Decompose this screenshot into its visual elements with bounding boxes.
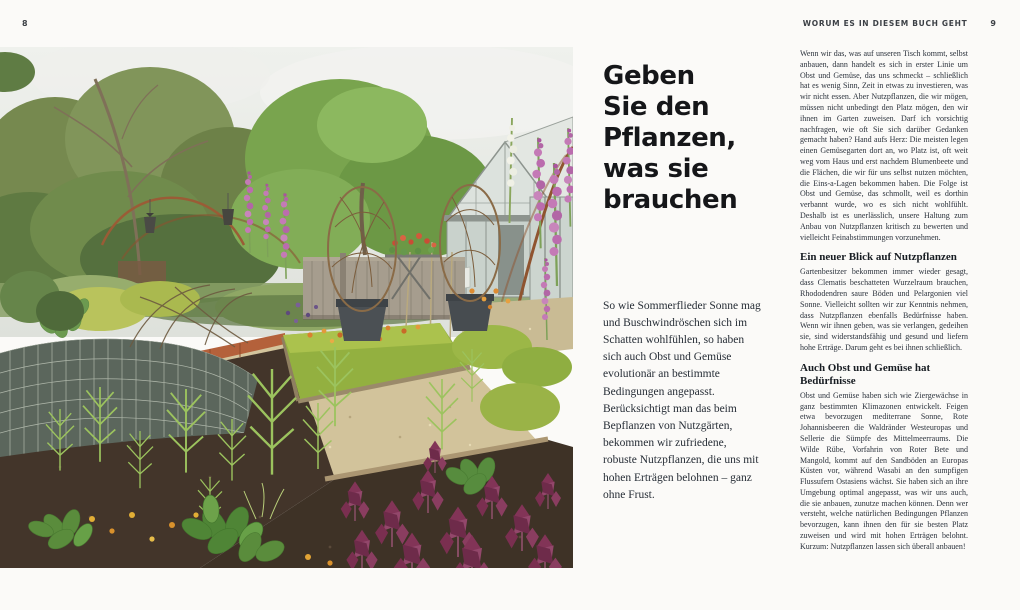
chapter-title	[603, 61, 773, 216]
body-paragraph: Obst und Gemüse haben sich wie Ziergewächse in ganz bestimmten Klimazonen entwickelt. Feigen etwa bevorzugen mediterrane Sonne, Rote Johannisbeeren die Waldränder Westeuropas und Sellerie die Sümpfe des Mittelmeerraums. Die Wilde Rübe, Vorfahrin von Roter Bete und Mangold, kommt auf den Sandböden an Europas Küsten vor, während Wasabi an den sumpfigen Flussufern Ostasiens wächst. Sie haben sich an ihre Umgebung optimal angepasst, was wir uns auch, die sie anbauen, zunutze machen können. Denn wer versteht, welche natürlichen Bedingungen Pflanzen bevorzugen, kann ihnen den für sie besten Platz zuweisen und wird mit hohen Erträgen belohnt. Kurzum: Nutzpflanzen lassen sich überall anbauen!	[800, 390, 968, 551]
text-line: was sie	[603, 154, 709, 185]
section-heading: Auch Obst und Gemüse hat Bedürfnisse	[800, 361, 931, 387]
text-line: Sie den	[603, 92, 710, 123]
text-line: Pflanzen,	[603, 123, 736, 154]
text-line: brauchen	[603, 185, 738, 216]
garden-photo	[0, 47, 573, 568]
body-paragraph: Gartenbesitzer bekommen immer wieder gesagt, dass Clematis beschatteten Wurzelraum brauchen, Rhododendren saure Böden und Pelargonien viel Sonne. Vielleicht sollten wir zur Kenntnis nehmen, dass Nutzpflanzen ebenfalls Bedürfnisse haben. Wenn wir ihnen geben, was sie verlangen, gedeihen sie, sind widerstandsfähig und gesund und liefern hohe Erträge. Darum geht es bei ihnen schließlich.	[800, 267, 968, 352]
running-header: WORUM ES IN DIESEM BUCH GEHT	[802, 19, 968, 28]
body-text-column	[800, 46, 968, 553]
intro-paragraph: So wie Sommerflieder Sonne mag und Buschwindröschen sich im Schatten wohlfühlen, so haben sich auch Obst und Gemüse evolutionär an bestimmte Bedingungen angepasst. Berücksichtigt man das beim Bepflanzen von Nutzgärten, bekommen wir zufriedene, robuste Nutzpflanzen, die uns mit hohen Erträgen belohnen – ganz ohne Frust.	[603, 299, 761, 501]
section-heading: Ein neuer Blick auf Nutzpflanzen	[800, 251, 957, 264]
page-number-right: 9	[990, 19, 996, 28]
text-line: Geben	[603, 61, 695, 92]
running-header-group	[803, 19, 996, 28]
body-paragraph: Wenn wir das, was auf unseren Tisch kommt, selbst anbauen, dann handelt es sich in erster Linie um Obst und Gemüse, das uns schmeckt – schließlich hat es wenig Sinn, Zeit in etwas zu investieren, was wir nicht essen. Aber Nutzpflanzen, die wir mögen, müssen nicht unbedingt den Platz mögen, den wir ihnen im Garten zuweisen. Darf ich vorsichtig nachfragen, wie oft Sie sich darüber Gedanken gemacht haben? Hand aufs Herz: Die meisten legen einen Gemüsegarten dort an, wo Platz ist, oft weit weg vom Haus und erst nachdem Blumenbeete und die Flächen, die wir für uns selbst nutzen möchten, die Eins-a-Lagen bekommen haben. Die Folge ist Obst und Gemüse, das schmollt, weil es dorthin verbannt wurde, wo es sich nicht wohlfühlt. Deshalb ist es unerlässlich, unsere Haltung zum Anbau von Nutzpflanzen kritisch zu bewerten und vielleicht Feinabstimmungen vorzunehmen.	[800, 49, 968, 242]
page-number-left: 8	[22, 19, 28, 28]
